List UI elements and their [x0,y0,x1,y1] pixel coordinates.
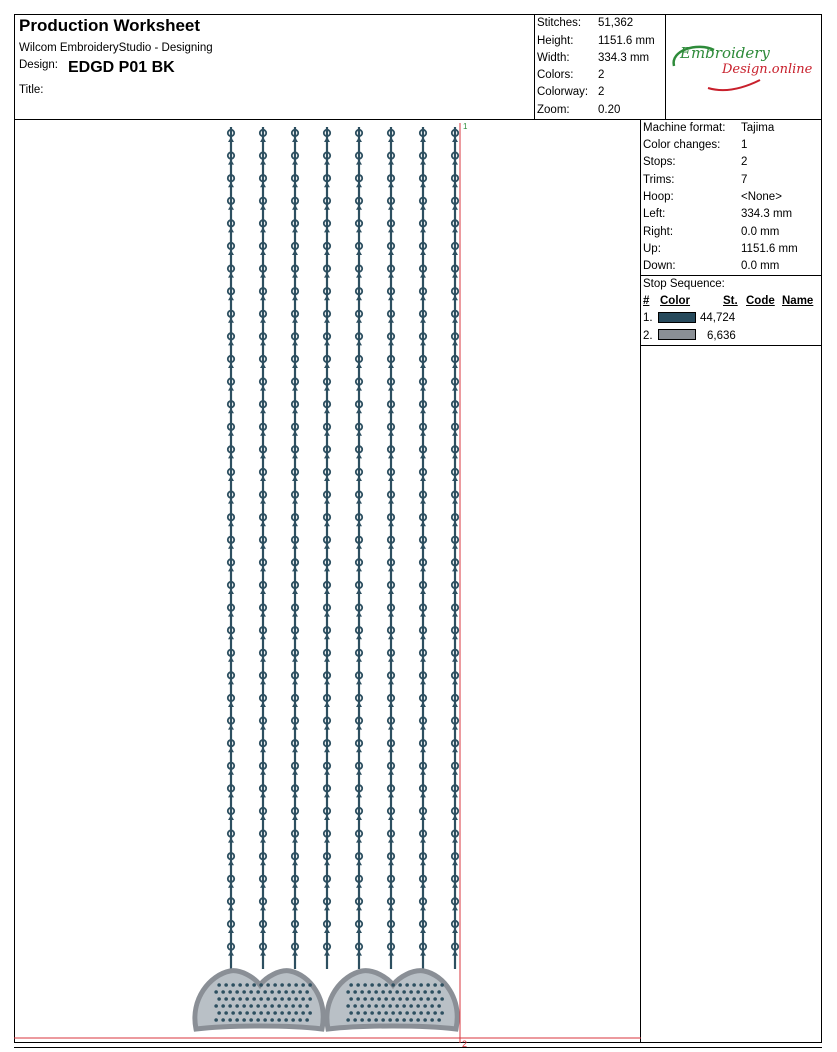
stops-value: 2 [741,156,748,168]
height-value: 1151.6 mm [598,35,655,47]
title-label: Title: [19,84,44,96]
stop-row-1-num: 1. [643,312,653,324]
left-label: Left: [643,208,666,220]
thread-strand [228,127,234,969]
height-label: Height: [537,35,574,47]
stop-row-2-swatch [658,329,696,340]
col-st-header: St. [723,295,738,307]
hoop-label: Hoop: [643,191,674,203]
color-changes-label: Color changes: [643,139,721,151]
left-value: 334.3 mm [741,208,793,220]
thread-strand [324,127,330,969]
stop-sequence-title: Stop Sequence: [643,278,725,290]
stop-row-2-stitches: 6,636 [707,330,736,342]
design-name: EDGD P01 BK [68,59,175,76]
thread-strand [452,127,458,969]
col-num-header: # [643,295,650,307]
thread-strand [388,127,394,969]
machine-format-label: Machine format: [643,122,726,134]
marker-bottom: 2 [462,1039,468,1049]
colors-value: 2 [598,69,605,81]
lace-border [195,971,457,1029]
col-code-header: Code [746,295,775,307]
stops-label: Stops: [643,156,676,168]
machine-format-value: Tajima [741,122,775,134]
thread-strand [292,127,298,969]
col-name-header: Name [782,295,814,307]
stop-row-1-swatch [658,312,696,323]
down-label: Down: [643,260,676,272]
width-label: Width: [537,52,570,64]
stop-row-2-num: 2. [643,330,653,342]
embroidery-design-canvas [14,119,641,1049]
stitches-label: Stitches: [537,17,582,29]
colorway-label: Colorway: [537,86,589,98]
down-value: 0.0 mm [741,260,780,272]
hoop-value: <None> [741,191,782,203]
right-label: Right: [643,226,674,238]
color-changes-value: 1 [741,139,748,151]
canvas-bottom-rule [14,1047,822,1048]
trims-value: 7 [741,174,748,186]
right-value: 0.0 mm [741,226,780,238]
up-label: Up: [643,243,661,255]
page-title: Production Worksheet [19,16,201,35]
zoom-label: Zoom: [537,104,570,116]
thread-strand [356,127,362,969]
thread-strand [260,127,266,969]
stitches-value: 51,362 [598,17,634,29]
width-value: 334.3 mm [598,52,650,64]
stop-row-1-stitches: 44,724 [700,312,736,324]
up-value: 1151.6 mm [741,243,798,255]
design-label: Design: [19,59,58,71]
thread-strand [420,127,426,969]
trims-label: Trims: [643,174,675,186]
colorway-value: 2 [598,86,605,98]
software-label: Wilcom EmbroideryStudio - Designing [19,42,213,54]
zoom-value: 0.20 [598,104,621,116]
marker-top: 1 [463,122,468,131]
logo-line-2: Design.online [722,62,813,77]
colors-label: Colors: [537,69,574,81]
empty-panel-box [640,345,822,1043]
logo-line-1: Embroidery [680,44,770,62]
col-color-header: Color [660,295,691,307]
